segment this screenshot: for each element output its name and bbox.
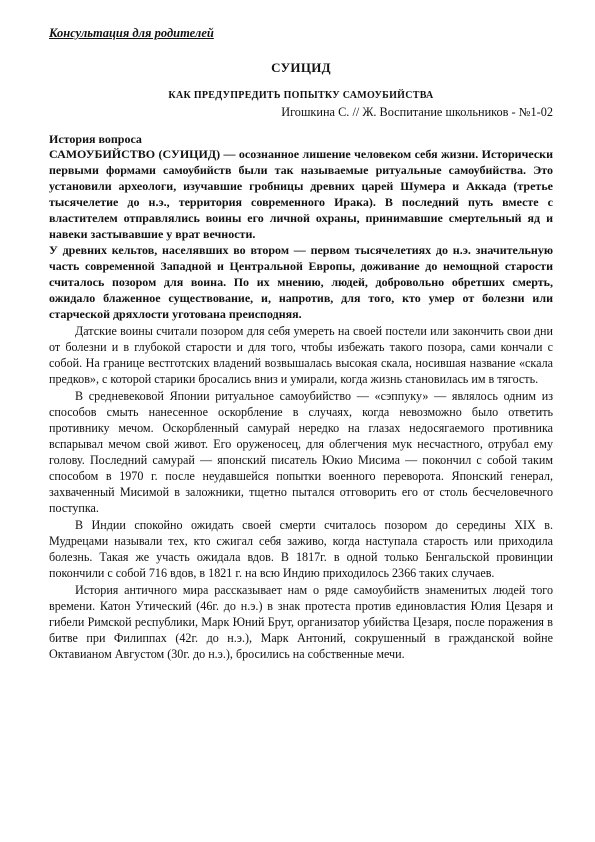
paragraph-japan: В средневековой Японии ритуальное самоубийство — «сэппуку» — являлось одним из способов смыть нанесенное оскорбление в случаях, когда невозможно было ответить противнику мечом. Оскорбленный самурай нередко на глазах недосягаемого противника вспарывал мечом свой живот. Его оруженосец, для облегчения мук несчастного, отрубал ему голову. Последний самурай — японский писатель Юкио Мисима — покончил с собой таким способом в 1970 г. после неудавшейся попытки военного переворота. Японский генерал, захваченный Мисимой в заложники, тщетно пытался отговорить его от столь бесчеловечного поступка. xyxy=(49,389,553,515)
paragraph-antiquity: История античного мира рассказывает нам о ряде самоубийств знаменитых людей того времени. Катон Утический (46г. до н.э.) в знак протеста против единовластия Юлия Цезаря и гибели Римской республики, Марк Юний Брут, организатор убийства Цезаря, после поражения в битве при Филиппах (42г. до н.э.), Марк Антоний, сокрушенный в гражданской войне Октавианом Августом (30г. до н.э.), бросились на собственные мечи. xyxy=(49,583,553,661)
consultation-header: Консультация для родителей xyxy=(49,26,214,40)
document-subtitle: КАК ПРЕДУПРЕДИТЬ ПОПЫТКУ САМОУБИЙСТВА xyxy=(168,90,434,101)
paragraph-celts: У древних кельтов, населявших во втором — первом тысячелетиях до н.э. значительную часть современной Западной и Центральной Европы, доживание до немощной старости считалось позором для воина. По их мнению, людей, добровольно обретших смерть, ожидало блаженное существование, и, напротив, для того, кто умер от болезни или старческой дряхлости уготована преисподняя. xyxy=(49,243,553,321)
section-heading: История вопроса xyxy=(49,132,142,146)
paragraph-india: В Индии спокойно ожидать своей смерти считалось позором до середины XIX в. Мудрецами называли тех, кто сжигал себя заживо, когда наступала старость или приходила болезнь. Такая же участь ожидала вдов. В 1817г. в одной только Бенгальской провинции покончили с собой 716 вдов, в 1821 г. на всю Индию приходилось 2366 таких случаев. xyxy=(49,518,553,580)
document-title: СУИЦИД xyxy=(271,60,331,75)
paragraph-definition: САМОУБИЙСТВО (СУИЦИД) — осознанное лишение человеком себя жизни. Исторически первыми формами самоубийств были так называемые ритуальные самоубийства. Это установили археологи, изучавшие гробницы древних царей Шумера и Аккада (третье тысячелетие до н.э., территория современного Ирака). В последний путь вместе с властителем отправлялись воины его личной охраны, принимавшие смертельный яд и навеки застывавшие у врат вечности. xyxy=(49,147,553,241)
document-page xyxy=(49,26,553,662)
paragraph-danish-warriors: Датские воины считали позором для себя умереть на своей постели или закончить свои дни от болезни и в глубокой старости и для того, чтобы избежать такого позора, сами кончали с собой. На границе вестготских владений возвышалась высокая скала, носившая название «скала предков», с которой старики бросались вниз и умирали, когда жизнь становилась им в тягость. xyxy=(49,324,553,386)
source-citation: Игошкина С. // Ж. Воспитание школьников - №1-02 xyxy=(281,105,553,119)
